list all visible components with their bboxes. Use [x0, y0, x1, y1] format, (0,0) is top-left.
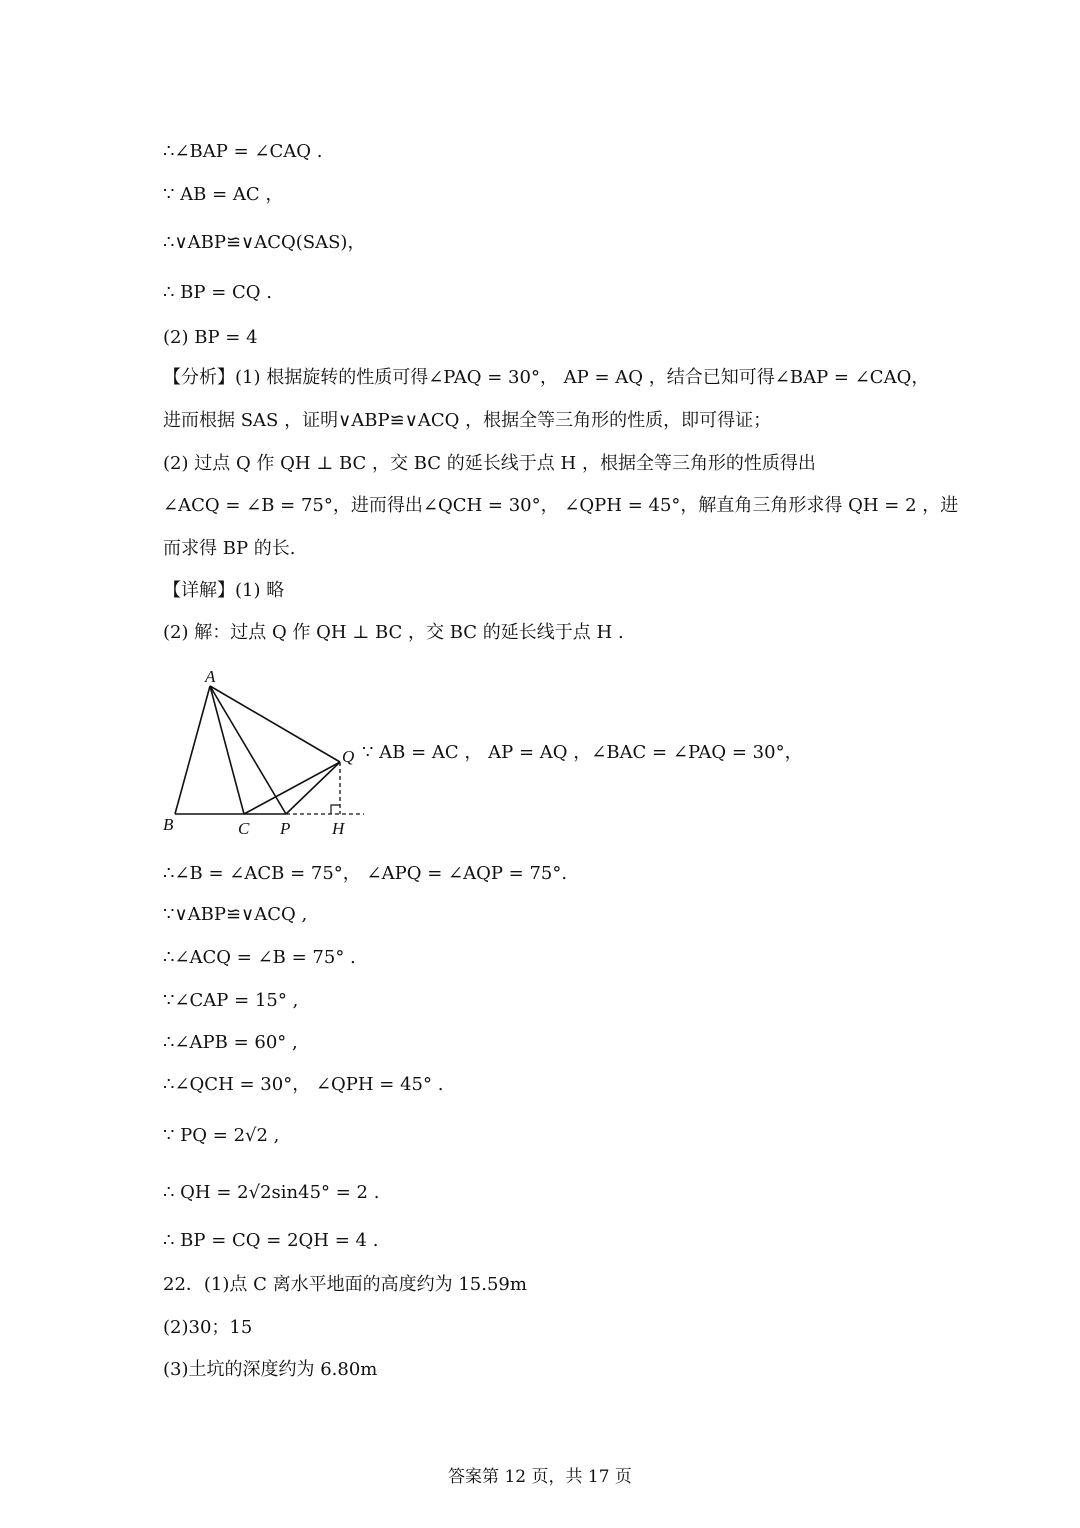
page-footer: 答案第 12 页，共 17 页 — [448, 1467, 632, 1487]
text-line: ∵∨ABP≌∨ACQ , — [163, 904, 308, 925]
segment-aq — [210, 686, 340, 762]
text-line: ∴∨ABP≌∨ACQ(SAS)， — [163, 232, 366, 253]
geometry-figure — [160, 664, 370, 840]
text-line: ∵ PQ = 2√2 , — [163, 1125, 280, 1146]
text-line: ∵ AB = AC ， — [163, 184, 284, 205]
label-c: C — [238, 819, 250, 838]
text-line: ∠ACQ = ∠B = 75°，进而得出∠QCH = 30°， ∠QPH = 45°，解直角三角形求得 QH = 2 ，进 — [163, 495, 959, 516]
label-a: A — [205, 667, 216, 686]
text-line: 进而根据 SAS ，证明∨ABP≌∨ACQ ，根据全等三角形的性质，即可得证； — [163, 410, 772, 431]
segment-cq — [244, 762, 340, 814]
text-line: (3)土坑的深度约为 6.80m — [163, 1359, 378, 1380]
text-line: ∴∠ACQ = ∠B = 75° . — [163, 947, 356, 968]
text-line: ∴∠B = ∠ACB = 75°， ∠APQ = ∠AQP = 75°. — [163, 863, 568, 884]
text-line: ∴∠QCH = 30°， ∠QPH = 45° . — [163, 1074, 444, 1095]
diagram-caption: ∵ AB = AC ， AP = AQ ，∠BAC = ∠PAQ = 30°， — [362, 742, 803, 763]
segment-pq — [286, 762, 340, 814]
text-line: ∴∠APB = 60° , — [163, 1032, 298, 1053]
label-h: H — [332, 819, 345, 838]
text-line: ∴ QH = 2√2sin45° = 2 . — [163, 1182, 380, 1203]
label-b: B — [163, 815, 174, 834]
segment-ac — [210, 686, 244, 814]
text-line: ∴ BP = CQ . — [163, 282, 273, 303]
right-angle-mark — [331, 805, 340, 814]
text-line: ∵∠CAP = 15° , — [163, 990, 299, 1011]
segment-ab — [175, 686, 210, 814]
text-line: (2)30；15 — [163, 1317, 253, 1338]
text-line: 而求得 BP 的长. — [163, 538, 296, 559]
problem-22-line: 22．(1)点 C 离水平地面的高度约为 15.59m — [163, 1274, 527, 1295]
text-line: (2) 过点 Q 作 QH ⊥ BC ，交 BC 的延长线于点 H ，根据全等三角形的性质得出 — [163, 453, 816, 474]
segment-ap — [210, 686, 286, 814]
text-line: (2) 解：过点 Q 作 QH ⊥ BC ，交 BC 的延长线于点 H . — [163, 622, 624, 643]
text-line: (2) BP = 4 — [163, 327, 258, 348]
label-q: Q — [342, 747, 355, 766]
detail-heading-line: 【详解】(1) 略 — [163, 580, 285, 601]
label-p: P — [280, 819, 291, 838]
analysis-heading-line: 【分析】(1) 根据旋转的性质可得∠PAQ = 30°， AP = AQ ，结合已知可得∠BAP = ∠CAQ， — [163, 367, 930, 388]
text-line: ∴ BP = CQ = 2QH = 4 . — [163, 1230, 379, 1251]
text-line: ∴∠BAP = ∠CAQ . — [163, 141, 323, 162]
